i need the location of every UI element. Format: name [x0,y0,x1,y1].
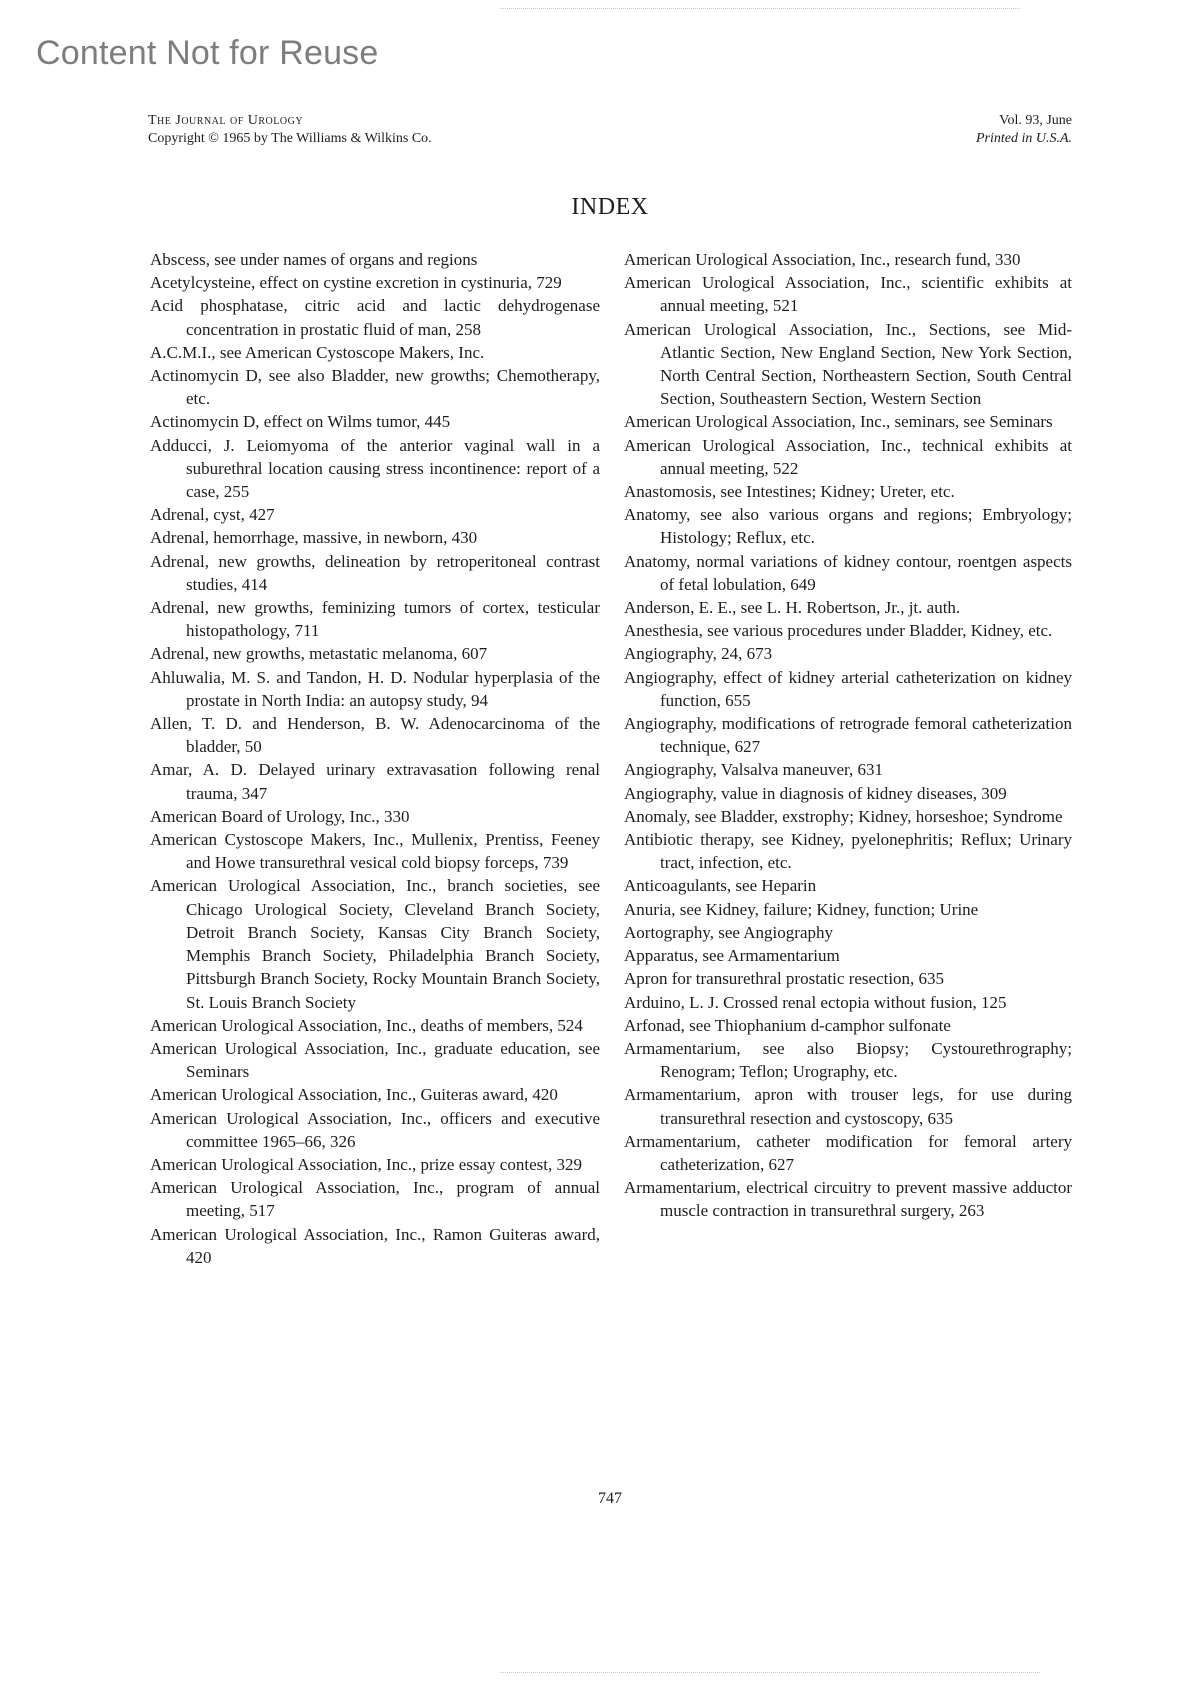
index-entry: Anastomosis, see Intestines; Kidney; Ureter, etc. [624,482,955,502]
index-entry: Adrenal, cyst, 427 [150,505,275,525]
index-entry: American Urological Association, Inc., Ramon Guiteras award, 420 [150,1224,600,1267]
index-entry: American Cystoscope Makers, Inc., Mullenix, Prentiss, Feeney and Howe transurethral vesical cold biopsy forceps, 739 [150,830,600,873]
index-entry: Adrenal, new growths, delineation by retroperitoneal contrast studies, 414 [150,551,600,594]
index-entry: Allen, T. D. and Henderson, B. W. Adenocarcinoma of the bladder, 50 [150,714,600,757]
page-title: INDEX [571,194,649,220]
index-entry: Angiography, 24, 673 [624,644,773,664]
index-entry: Angiography, value in diagnosis of kidney diseases, 309 [624,783,1007,803]
index-entry: Arduino, L. J. Crossed renal ectopia without fusion, 125 [624,992,1007,1012]
index-entry: Anatomy, see also various organs and regions; Embryology; Histology; Reflux, etc. [624,505,1072,548]
index-entry: Anticoagulants, see Heparin [624,876,817,896]
index-entry: American Urological Association, Inc., deaths of members, 524 [150,1015,583,1035]
printed-line: Printed in U.S.A. [975,131,1072,146]
index-entry: Anuria, see Kidney, failure; Kidney, function; Urine [624,899,979,919]
index-entry: American Board of Urology, Inc., 330 [150,806,410,826]
index-entry: American Urological Association, Inc., scientific exhibits at annual meeting, 521 [624,273,1072,316]
copyright-line: Copyright © 1965 by The Williams & Wilkins Co. [148,131,432,146]
index-entry: Armamentarium, apron with trouser legs, for use during transurethral resection and cystoscopy, 635 [624,1085,1072,1128]
index-entry: Angiography, effect of kidney arterial catheterization on kidney function, 655 [624,667,1072,710]
bottom-scan-edge [500,1672,1040,1673]
index-entry: Angiography, modifications of retrograde femoral catheterization technique, 627 [624,714,1072,757]
index-entry: American Urological Association, Inc., technical exhibits at annual meeting, 522 [624,435,1072,478]
index-entry: Armamentarium, electrical circuitry to prevent massive adductor muscle contraction in transurethral surgery, 263 [624,1178,1072,1221]
index-entry: Armamentarium, see also Biopsy; Cystourethrography; Renogram; Teflon; Urography, etc. [624,1038,1072,1082]
index-entry: Adrenal, hemorrhage, massive, in newborn, 430 [150,528,478,548]
index-entry: American Urological Association, Inc., Sections, see Mid-Atlantic Section, New England Section, New York Section, North Central Section, Northeastern Section, South Central Section, Southeastern Section, Western Section [624,319,1072,409]
index-entry: Abscess, see under names of organs and regions [150,250,478,269]
index-entry: Arfonad, see Thiophanium d-camphor sulfonate [624,1015,951,1035]
index-entry: American Urological Association, Inc., Guiteras award, 420 [150,1085,558,1105]
running-header-right [976,112,1072,148]
index-entry: Antibiotic therapy, see Kidney, pyelonephritis; Reflux; Urinary tract, infection, etc. [624,830,1072,873]
index-entry: Apron for transurethral prostatic resection, 635 [624,969,945,989]
index-entry: American Urological Association, Inc., branch societies, see Chicago Urological Society, Cleveland Branch Society, Detroit Branch Society, Kansas City Branch Society, Memphis Branch Society, Philadelphia Branch Society, Pittsburgh Branch Society, Rocky Mountain Branch Society, St. Louis Branch Society [150,876,600,1012]
index-entry: Anderson, E. E., see L. H. Robertson, Jr., jt. auth. [624,598,961,618]
index-entry: American Urological Association, Inc., program of annual meeting, 517 [150,1178,600,1221]
index-column-left [150,248,600,1269]
index-entry: A.C.M.I., see American Cystoscope Makers, Inc. [150,342,485,362]
index-entry: American Urological Association, Inc., officers and executive committee 1965–66, 326 [150,1108,600,1151]
index-entry: Armamentarium, catheter modification for femoral artery catheterization, 627 [624,1131,1072,1174]
index-entry: American Urological Association, Inc., prize essay contest, 329 [150,1154,582,1174]
index-entry: Adrenal, new growths, metastatic melanoma, 607 [150,644,488,664]
index-entry: Apparatus, see Armamentarium [624,946,840,966]
index-entry: Adrenal, new growths, feminizing tumors of cortex, testicular histopathology, 711 [150,598,600,641]
watermark: Content Not for Reuse [36,34,379,72]
running-header-left [148,112,432,148]
index-entry: Ahluwalia, M. S. and Tandon, H. D. Nodular hyperplasia of the prostate in North India: an autopsy study, 94 [150,667,600,710]
index-entry: Amar, A. D. Delayed urinary extravasation following renal trauma, 347 [150,760,600,803]
index-entry: American Urological Association, Inc., graduate education, see Seminars [150,1038,600,1082]
index-entry: Adducci, J. Leiomyoma of the anterior vaginal wall in a suburethral location causing stress incontinence: report of a case, 255 [150,435,600,502]
index-entry: Angiography, Valsalva maneuver, 631 [624,760,883,780]
index-entry: Actinomycin D, see also Bladder, new growths; Chemotherapy, etc. [150,366,600,409]
index-entry: Aortography, see Angiography [624,922,833,942]
volume-line: Vol. 93, June [999,113,1072,128]
index-entry: American Urological Association, Inc., seminars, see Seminars [624,412,1053,432]
index-entry: Acetylcysteine, effect on cystine excretion in cystinuria, 729 [150,273,562,293]
top-scan-edge [500,8,1020,9]
index-entry: Anomaly, see Bladder, exstrophy; Kidney, horseshoe; Syndrome [624,806,1063,826]
index-entry: Acid phosphatase, citric acid and lactic dehydrogenase concentration in prostatic fluid of man, 258 [150,296,600,339]
index-column-right [624,248,1072,1223]
index-entry: Anatomy, normal variations of kidney contour, roentgen aspects of fetal lobulation, 649 [624,551,1072,594]
index-entry: Actinomycin D, effect on Wilms tumor, 445 [150,412,451,432]
page-number: 747 [598,1490,622,1507]
index-entry: Anesthesia, see various procedures under Bladder, Kidney, etc. [624,621,1053,641]
index-entry: American Urological Association, Inc., research fund, 330 [624,250,1021,269]
journal-name: The Journal of Urology [148,113,304,128]
